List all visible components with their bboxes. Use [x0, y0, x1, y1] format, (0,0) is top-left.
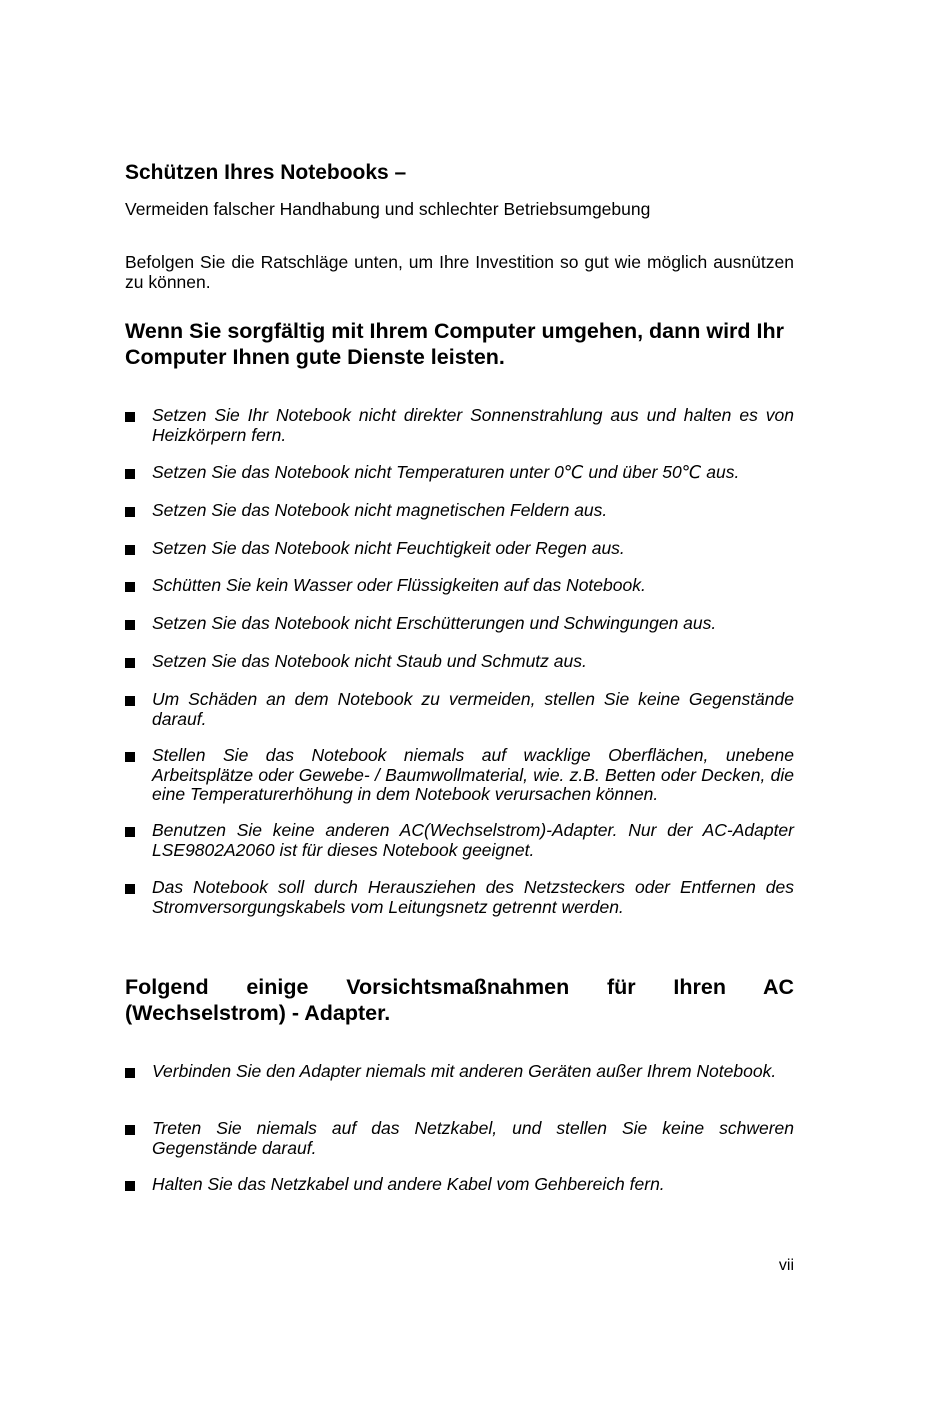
list-item-text: Setzen Sie das Notebook nicht Staub und Schmutz aus. [152, 651, 587, 671]
square-bullet-icon [125, 620, 135, 630]
square-bullet-icon [125, 827, 135, 837]
section-subtitle: Vermeiden falscher Handhabung und schlechter Betriebsumgebung [125, 199, 651, 219]
square-bullet-icon [125, 1181, 135, 1191]
square-bullet-icon [125, 696, 135, 706]
square-bullet-icon [125, 545, 135, 555]
square-bullet-icon [125, 1125, 135, 1135]
square-bullet-icon [125, 1068, 135, 1078]
list-item-text: Um Schäden an dem Notebook zu vermeiden, stellen Sie keine Gegenstände darauf. [152, 689, 794, 729]
square-bullet-icon [125, 658, 135, 668]
list-item-text: Setzen Sie das Notebook nicht magnetischen Feldern aus. [152, 500, 608, 520]
square-bullet-icon [125, 884, 135, 894]
list-item-text: Setzen Sie Ihr Notebook nicht direkter Sonnenstrahlung aus und halten es von Heizkörpern fern. [152, 405, 794, 445]
square-bullet-icon [125, 582, 135, 592]
list-item-text: Setzen Sie das Notebook nicht Temperaturen unter 0℃ und über 50℃ aus. [152, 462, 740, 482]
care-heading: Wenn Sie sorgfältig mit Ihrem Computer umgehen, dann wird Ihr Computer Ihnen gute Dienste leisten. [125, 319, 784, 369]
list-item-text: Treten Sie niemals auf das Netzkabel, und stellen Sie keine schweren Gegenstände darauf. [152, 1118, 794, 1158]
list-item-text: Stellen Sie das Notebook niemals auf wacklige Oberflächen, unebene Arbeitsplätze oder Gewebe- / Baumwollmaterial, wie. z.B. Betten oder Decken, die eine Temperaturerhöhung in dem Notebook verursachen können. [152, 745, 794, 804]
list-item-text: Verbinden Sie den Adapter niemals mit anderen Geräten außer Ihrem Notebook. [152, 1061, 777, 1081]
adapter-heading: Folgend einige Vorsichtsmaßnahmen für Ihren AC (Wechselstrom) - Adapter. [125, 975, 794, 1025]
list-item-text: Das Notebook soll durch Herausziehen des Netzsteckers oder Entfernen des Stromversorgungskabels vom Leitungsnetz getrennt werden. [152, 877, 794, 917]
square-bullet-icon [125, 469, 135, 479]
list-item-text: Setzen Sie das Notebook nicht Feuchtigkeit oder Regen aus. [152, 538, 625, 558]
list-item-text: Schütten Sie kein Wasser oder Flüssigkeiten auf das Notebook. [152, 575, 646, 595]
section-title: Schützen Ihres Notebooks – [125, 161, 407, 184]
square-bullet-icon [125, 507, 135, 517]
list-item-text: Benutzen Sie keine anderen AC(Wechselstrom)-Adapter. Nur der AC-Adapter LSE9802A2060 ist für dieses Notebook geeignet. [152, 820, 794, 860]
list-item-text: Halten Sie das Netzkabel und andere Kabel vom Gehbereich fern. [152, 1174, 665, 1194]
page-number: vii [778, 1257, 794, 1274]
intro-paragraph: Befolgen Sie die Ratschläge unten, um Ihre Investition so gut wie möglich ausnützen zu können. [125, 252, 794, 292]
square-bullet-icon [125, 752, 135, 762]
list-item-text: Setzen Sie das Notebook nicht Erschütterungen und Schwingungen aus. [152, 613, 717, 633]
square-bullet-icon [125, 412, 135, 422]
